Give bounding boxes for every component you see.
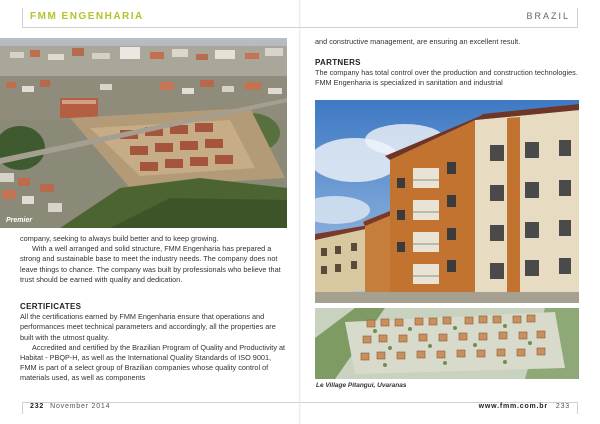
partners-paragraph: The company has total control over the production and construction technologies. FMM Engenharia is specialized in sanitation and industrial [315, 68, 578, 88]
partners-heading: PARTNERS [315, 58, 361, 67]
site-plan-image [315, 308, 579, 379]
site-plan-caption: Le Village Pitangui, Uvaranas [316, 382, 407, 389]
header-tick-right [577, 8, 578, 28]
issue-date: November 2014 [50, 403, 111, 410]
right-page-number: 233 [555, 403, 570, 410]
certifications-paragraph: All the certifications earned by FMM Engenharia ensure that operations and performances meet technical parameters and accordingly, all the properties are built with the utmost quality. [20, 312, 276, 342]
continued-paragraph: and constructive management, are ensuring an excellent result. [315, 37, 521, 46]
footer-left [30, 403, 110, 410]
accredited-paragraph: Accredited and certified by the Brazilian Program of Quality and Productivity at Habitat - PBQP-H, as well as the International Quality Standards of ISO 9001, FMM is part of a select group of Brazilian companies whose quality control of materials used, as well as components [20, 342, 286, 383]
country-label: BRAZIL [526, 11, 570, 21]
certifications-section [20, 302, 286, 384]
site-plan [315, 308, 579, 379]
partners-section [315, 58, 583, 89]
left-body-text [20, 234, 286, 285]
building-photo [315, 100, 579, 303]
aerial-photo-image [0, 38, 287, 228]
left-page-number: 232 [30, 403, 45, 410]
footer-tick-right [577, 402, 578, 414]
brand-name: FMM ENGENHARIA [30, 11, 144, 22]
header-rule [22, 27, 300, 28]
footer-tick [22, 402, 23, 414]
header-rule-right [300, 27, 578, 28]
intro-paragraph: company, seeking to always build better and to keep growing. [20, 234, 219, 243]
website-url[interactable]: www.fmm.com.br [478, 403, 548, 410]
footer-right [479, 403, 570, 410]
photo-caption: Premier [6, 217, 33, 224]
building-photo-image [315, 100, 579, 303]
structure-paragraph: With a well arranged and solid structure, FMM Engenharia has prepared a strong and sustainable base to meet the industry needs. The company does not leave things to chance. The company was built by professionals who believe that trust should be earned with quality and dedication. [20, 244, 281, 284]
certifications-heading: CERTIFICATES [20, 302, 82, 311]
aerial-photo [0, 38, 287, 228]
right-page [300, 0, 600, 424]
header-tick [22, 8, 23, 28]
right-body-text [315, 37, 583, 47]
